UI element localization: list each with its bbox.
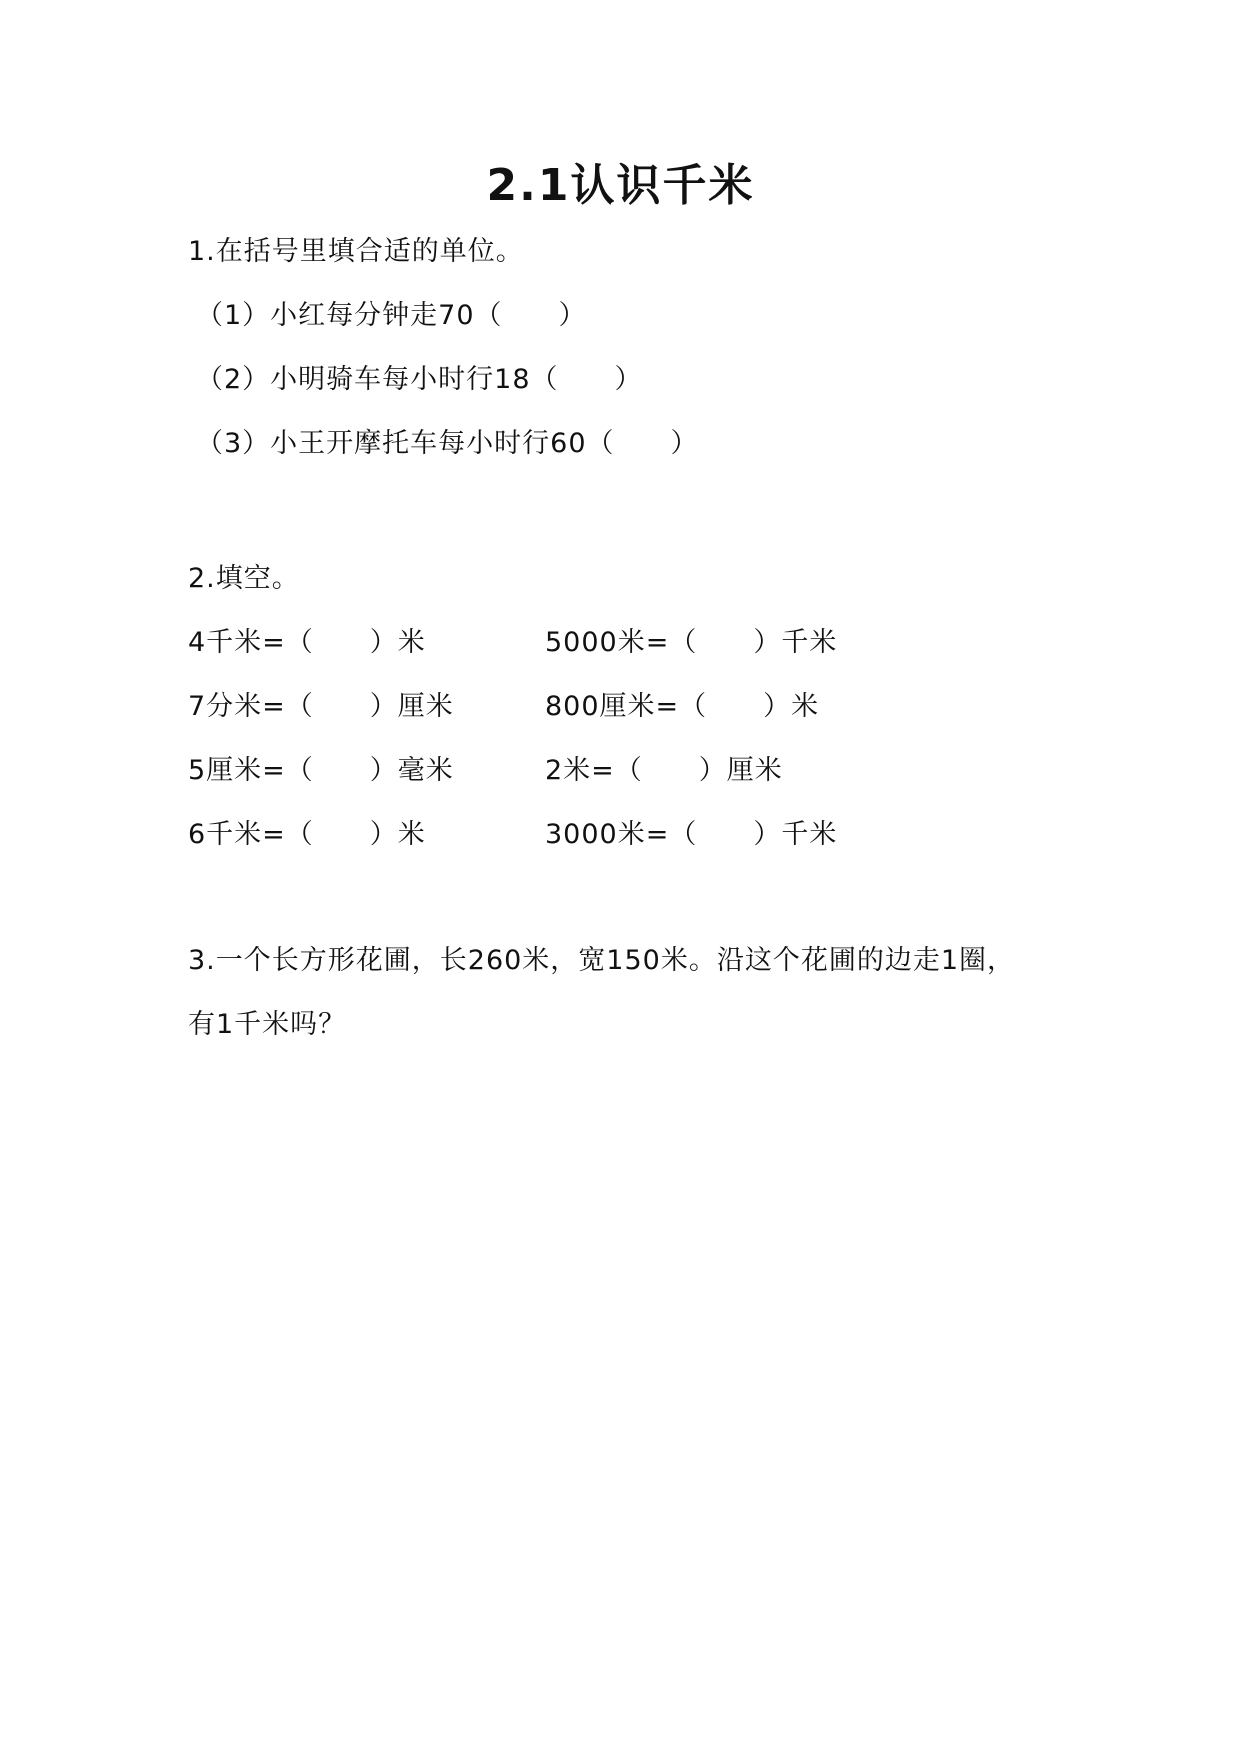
question-1-item-1: （1）小红每分钟走70（ ） [196, 300, 587, 331]
question-2-row-2-right: 800厘米=（ ）米 [545, 691, 820, 722]
question-1-heading: 1.在括号里填合适的单位。 [188, 236, 524, 267]
question-1-item-3: （3）小王开摩托车每小时行60（ ） [196, 428, 699, 459]
question-2-row-1-left: 4千米=（ ）米 [188, 627, 426, 658]
question-3-line-1: 3.一个长方形花圃，长260米，宽150米。沿这个花圃的边走1圈， [188, 945, 1016, 976]
question-2-row-2-left: 7分米=（ ）厘米 [188, 691, 454, 722]
question-2-row-3-right: 2米=（ ）厘米 [545, 755, 783, 786]
question-2-row-4-left: 6千米=（ ）米 [188, 819, 426, 850]
question-3-line-2: 有1千米吗？ [188, 1009, 347, 1040]
page-title: 2.1认识千米 [486, 160, 755, 211]
question-2-row-1-right: 5000米=（ ）千米 [545, 627, 838, 658]
question-2-row-3-left: 5厘米=（ ）毫米 [188, 755, 454, 786]
question-2-row-4-right: 3000米=（ ）千米 [545, 819, 838, 850]
question-1-item-2: （2）小明骑车每小时行18（ ） [196, 364, 643, 395]
question-2-heading: 2.填空。 [188, 563, 300, 594]
